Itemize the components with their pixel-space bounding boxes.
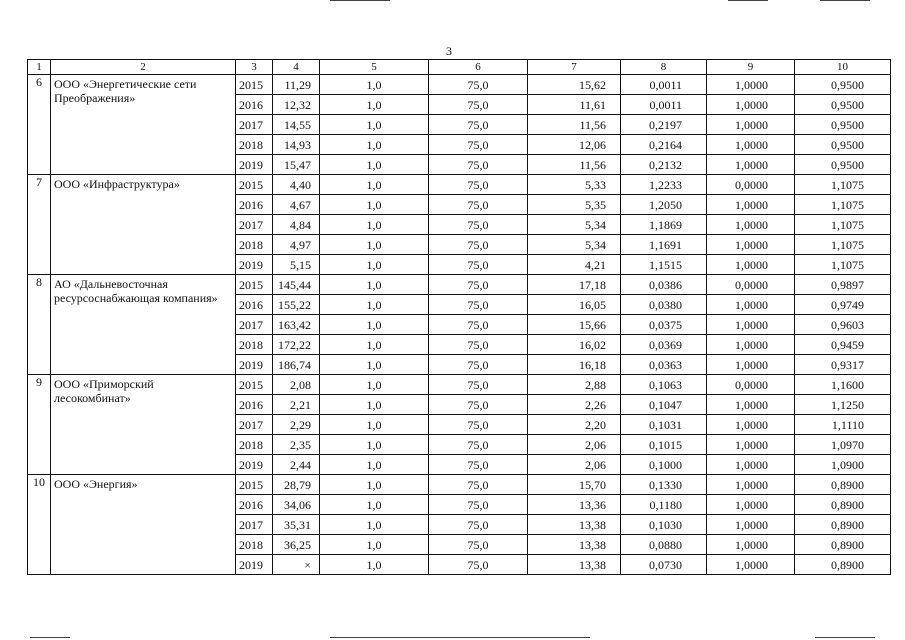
- value-cell-c8: 0,0011: [621, 75, 707, 95]
- year-cell: 2017: [236, 415, 273, 435]
- value-cell-c9: 1,0000: [707, 475, 795, 495]
- value-cell-c7: 2,26: [528, 395, 621, 415]
- value-cell-c7: 13,36: [528, 495, 621, 515]
- value-cell-c6: 75,0: [429, 295, 528, 315]
- value-cell-c4: 2,21: [273, 395, 320, 415]
- value-cell-c4: 186,74: [273, 355, 320, 375]
- value-cell-c5: 1,0: [320, 75, 429, 95]
- org-number: 6: [28, 75, 51, 175]
- value-cell-c9: 1,0000: [707, 315, 795, 335]
- value-cell-c8: 0,1180: [621, 495, 707, 515]
- value-cell-c4: 5,15: [273, 255, 320, 275]
- value-cell-c10: 0,9500: [795, 155, 891, 175]
- value-cell-c4: 11,29: [273, 75, 320, 95]
- value-cell-c6: 75,0: [429, 355, 528, 375]
- value-cell-c9: 1,0000: [707, 515, 795, 535]
- value-cell-c5: 1,0: [320, 195, 429, 215]
- value-cell-c8: 0,0380: [621, 295, 707, 315]
- year-cell: 2016: [236, 495, 273, 515]
- scan-artifact-bottom: [30, 637, 70, 638]
- value-cell-c5: 1,0: [320, 315, 429, 335]
- value-cell-c9: 1,0000: [707, 195, 795, 215]
- year-cell: 2018: [236, 435, 273, 455]
- value-cell-c8: 0,2132: [621, 155, 707, 175]
- value-cell-c9: 1,0000: [707, 535, 795, 555]
- value-cell-c10: 0,9459: [795, 335, 891, 355]
- org-name: ООО «Инфраструктура»: [51, 175, 236, 275]
- value-cell-c8: 1,1515: [621, 255, 707, 275]
- value-cell-c4: 163,42: [273, 315, 320, 335]
- value-cell-c7: 12,06: [528, 135, 621, 155]
- value-cell-c8: 0,0880: [621, 535, 707, 555]
- value-cell-c10: 1,1600: [795, 375, 891, 395]
- value-cell-c5: 1,0: [320, 475, 429, 495]
- value-cell-c8: 0,0386: [621, 275, 707, 295]
- value-cell-c8: 0,1330: [621, 475, 707, 495]
- value-cell-c7: 2,06: [528, 435, 621, 455]
- year-cell: 2015: [236, 275, 273, 295]
- value-cell-c4: ×: [273, 555, 320, 575]
- value-cell-c9: 1,0000: [707, 155, 795, 175]
- value-cell-c7: 13,38: [528, 555, 621, 575]
- value-cell-c8: 0,1047: [621, 395, 707, 415]
- value-cell-c8: 1,2050: [621, 195, 707, 215]
- year-cell: 2019: [236, 155, 273, 175]
- value-cell-c7: 16,05: [528, 295, 621, 315]
- table-row: [28, 75, 891, 95]
- year-cell: 2018: [236, 535, 273, 555]
- column-header: 3: [236, 60, 273, 75]
- year-cell: 2017: [236, 315, 273, 335]
- year-cell: 2015: [236, 475, 273, 495]
- value-cell-c5: 1,0: [320, 255, 429, 275]
- value-cell-c7: 2,20: [528, 415, 621, 435]
- value-cell-c5: 1,0: [320, 155, 429, 175]
- table-row: [28, 175, 891, 195]
- value-cell-c4: 2,44: [273, 455, 320, 475]
- value-cell-c5: 1,0: [320, 455, 429, 475]
- value-cell-c6: 75,0: [429, 475, 528, 495]
- column-header: 7: [528, 60, 621, 75]
- value-cell-c4: 14,55: [273, 115, 320, 135]
- value-cell-c6: 75,0: [429, 135, 528, 155]
- value-cell-c6: 75,0: [429, 335, 528, 355]
- value-cell-c9: 1,0000: [707, 415, 795, 435]
- value-cell-c5: 1,0: [320, 175, 429, 195]
- value-cell-c6: 75,0: [429, 315, 528, 335]
- value-cell-c5: 1,0: [320, 115, 429, 135]
- value-cell-c6: 75,0: [429, 415, 528, 435]
- value-cell-c6: 75,0: [429, 155, 528, 175]
- value-cell-c6: 75,0: [429, 235, 528, 255]
- org-name: АО «Дальневосточная ресурсоснабжающая компания»: [51, 275, 236, 375]
- value-cell-c8: 0,2197: [621, 115, 707, 135]
- value-cell-c9: 0,0000: [707, 375, 795, 395]
- table-body: [28, 60, 891, 575]
- value-cell-c9: 1,0000: [707, 95, 795, 115]
- value-cell-c10: 0,9897: [795, 275, 891, 295]
- org-number: 7: [28, 175, 51, 275]
- value-cell-c10: 0,9500: [795, 115, 891, 135]
- value-cell-c6: 75,0: [429, 255, 528, 275]
- value-cell-c4: 2,29: [273, 415, 320, 435]
- value-cell-c6: 75,0: [429, 435, 528, 455]
- page-number: 3: [446, 44, 452, 58]
- value-cell-c10: 1,1075: [795, 255, 891, 275]
- scan-artifact-bottom: [330, 637, 590, 638]
- data-table: [27, 59, 891, 575]
- value-cell-c5: 1,0: [320, 215, 429, 235]
- org-name: ООО «Приморский лесокомбинат»: [51, 375, 236, 475]
- value-cell-c5: 1,0: [320, 375, 429, 395]
- year-cell: 2015: [236, 175, 273, 195]
- value-cell-c4: 2,35: [273, 435, 320, 455]
- org-name: ООО «Энергетические сети Преображения»: [51, 75, 236, 175]
- value-cell-c7: 15,62: [528, 75, 621, 95]
- value-cell-c4: 36,25: [273, 535, 320, 555]
- value-cell-c8: 0,0375: [621, 315, 707, 335]
- value-cell-c10: 1,0900: [795, 455, 891, 475]
- column-header: 4: [273, 60, 320, 75]
- year-cell: 2017: [236, 515, 273, 535]
- value-cell-c7: 11,56: [528, 155, 621, 175]
- value-cell-c8: 0,1000: [621, 455, 707, 475]
- year-cell: 2015: [236, 75, 273, 95]
- value-cell-c9: 1,0000: [707, 75, 795, 95]
- value-cell-c9: 1,0000: [707, 435, 795, 455]
- value-cell-c8: 0,1063: [621, 375, 707, 395]
- value-cell-c10: 0,9603: [795, 315, 891, 335]
- value-cell-c10: 1,1110: [795, 415, 891, 435]
- year-cell: 2018: [236, 335, 273, 355]
- column-header: 10: [795, 60, 891, 75]
- value-cell-c10: 1,1075: [795, 215, 891, 235]
- value-cell-c4: 4,97: [273, 235, 320, 255]
- value-cell-c4: 35,31: [273, 515, 320, 535]
- value-cell-c9: 1,0000: [707, 555, 795, 575]
- year-cell: 2019: [236, 255, 273, 275]
- table-row: [28, 275, 891, 295]
- scan-artifact-bottom: [815, 637, 875, 638]
- value-cell-c5: 1,0: [320, 555, 429, 575]
- value-cell-c7: 2,06: [528, 455, 621, 475]
- year-cell: 2019: [236, 555, 273, 575]
- value-cell-c5: 1,0: [320, 235, 429, 255]
- value-cell-c7: 11,56: [528, 115, 621, 135]
- header-row: [28, 60, 891, 75]
- value-cell-c8: 0,1015: [621, 435, 707, 455]
- value-cell-c8: 1,1691: [621, 235, 707, 255]
- value-cell-c4: 34,06: [273, 495, 320, 515]
- value-cell-c6: 75,0: [429, 215, 528, 235]
- column-header: 1: [28, 60, 51, 75]
- value-cell-c4: 155,22: [273, 295, 320, 315]
- value-cell-c5: 1,0: [320, 435, 429, 455]
- value-cell-c6: 75,0: [429, 555, 528, 575]
- value-cell-c7: 5,35: [528, 195, 621, 215]
- value-cell-c10: 1,1075: [795, 175, 891, 195]
- value-cell-c5: 1,0: [320, 275, 429, 295]
- value-cell-c8: 0,1030: [621, 515, 707, 535]
- value-cell-c6: 75,0: [429, 195, 528, 215]
- value-cell-c5: 1,0: [320, 335, 429, 355]
- org-number: 9: [28, 375, 51, 475]
- value-cell-c8: 0,0369: [621, 335, 707, 355]
- value-cell-c5: 1,0: [320, 535, 429, 555]
- value-cell-c5: 1,0: [320, 395, 429, 415]
- value-cell-c10: 0,9500: [795, 75, 891, 95]
- value-cell-c4: 172,22: [273, 335, 320, 355]
- value-cell-c6: 75,0: [429, 395, 528, 415]
- value-cell-c9: 1,0000: [707, 255, 795, 275]
- column-header: 5: [320, 60, 429, 75]
- value-cell-c8: 1,1869: [621, 215, 707, 235]
- value-cell-c8: 0,1031: [621, 415, 707, 435]
- scan-artifact-top: [330, 0, 390, 1]
- year-cell: 2016: [236, 195, 273, 215]
- value-cell-c6: 75,0: [429, 115, 528, 135]
- year-cell: 2018: [236, 235, 273, 255]
- value-cell-c7: 17,18: [528, 275, 621, 295]
- value-cell-c4: 28,79: [273, 475, 320, 495]
- org-number: 10: [28, 475, 51, 575]
- value-cell-c5: 1,0: [320, 95, 429, 115]
- value-cell-c7: 16,02: [528, 335, 621, 355]
- org-number: 8: [28, 275, 51, 375]
- year-cell: 2017: [236, 215, 273, 235]
- column-header: 2: [51, 60, 236, 75]
- value-cell-c5: 1,0: [320, 135, 429, 155]
- value-cell-c6: 75,0: [429, 175, 528, 195]
- value-cell-c7: 15,66: [528, 315, 621, 335]
- value-cell-c10: 1,1250: [795, 395, 891, 415]
- value-cell-c4: 14,93: [273, 135, 320, 155]
- value-cell-c4: 4,84: [273, 215, 320, 235]
- value-cell-c10: 0,9500: [795, 135, 891, 155]
- value-cell-c8: 0,2164: [621, 135, 707, 155]
- table-row: [28, 475, 891, 495]
- value-cell-c4: 15,47: [273, 155, 320, 175]
- value-cell-c7: 5,33: [528, 175, 621, 195]
- value-cell-c6: 75,0: [429, 495, 528, 515]
- value-cell-c7: 11,61: [528, 95, 621, 115]
- value-cell-c7: 16,18: [528, 355, 621, 375]
- year-cell: 2016: [236, 295, 273, 315]
- value-cell-c8: 0,0363: [621, 355, 707, 375]
- value-cell-c7: 13,38: [528, 535, 621, 555]
- value-cell-c7: 4,21: [528, 255, 621, 275]
- value-cell-c10: 1,1075: [795, 235, 891, 255]
- value-cell-c6: 75,0: [429, 455, 528, 475]
- value-cell-c4: 4,67: [273, 195, 320, 215]
- year-cell: 2017: [236, 115, 273, 135]
- value-cell-c9: 1,0000: [707, 355, 795, 375]
- scan-artifact-top: [820, 0, 870, 1]
- year-cell: 2016: [236, 395, 273, 415]
- value-cell-c10: 1,1075: [795, 195, 891, 215]
- value-cell-c10: 0,9500: [795, 95, 891, 115]
- value-cell-c4: 12,32: [273, 95, 320, 115]
- value-cell-c8: 0,0011: [621, 95, 707, 115]
- value-cell-c7: 5,34: [528, 235, 621, 255]
- value-cell-c6: 75,0: [429, 95, 528, 115]
- value-cell-c9: 0,0000: [707, 175, 795, 195]
- value-cell-c5: 1,0: [320, 415, 429, 435]
- value-cell-c4: 2,08: [273, 375, 320, 395]
- value-cell-c10: 0,9749: [795, 295, 891, 315]
- value-cell-c9: 1,0000: [707, 235, 795, 255]
- value-cell-c9: 1,0000: [707, 135, 795, 155]
- value-cell-c4: 145,44: [273, 275, 320, 295]
- value-cell-c10: 1,0970: [795, 435, 891, 455]
- value-cell-c10: 0,8900: [795, 495, 891, 515]
- value-cell-c10: 0,8900: [795, 475, 891, 495]
- column-header: 9: [707, 60, 795, 75]
- column-header: 6: [429, 60, 528, 75]
- value-cell-c5: 1,0: [320, 295, 429, 315]
- table-row: [28, 375, 891, 395]
- year-cell: 2015: [236, 375, 273, 395]
- value-cell-c6: 75,0: [429, 515, 528, 535]
- value-cell-c9: 1,0000: [707, 395, 795, 415]
- value-cell-c7: 5,34: [528, 215, 621, 235]
- scan-artifact-top: [728, 0, 768, 1]
- value-cell-c8: 1,2233: [621, 175, 707, 195]
- value-cell-c7: 15,70: [528, 475, 621, 495]
- value-cell-c5: 1,0: [320, 495, 429, 515]
- value-cell-c4: 4,40: [273, 175, 320, 195]
- year-cell: 2019: [236, 355, 273, 375]
- value-cell-c9: 1,0000: [707, 215, 795, 235]
- value-cell-c10: 0,8900: [795, 515, 891, 535]
- value-cell-c7: 2,88: [528, 375, 621, 395]
- value-cell-c6: 75,0: [429, 275, 528, 295]
- value-cell-c9: 1,0000: [707, 455, 795, 475]
- value-cell-c7: 13,38: [528, 515, 621, 535]
- value-cell-c9: 1,0000: [707, 295, 795, 315]
- year-cell: 2018: [236, 135, 273, 155]
- value-cell-c9: 0,0000: [707, 275, 795, 295]
- value-cell-c9: 1,0000: [707, 115, 795, 135]
- value-cell-c9: 1,0000: [707, 335, 795, 355]
- value-cell-c8: 0,0730: [621, 555, 707, 575]
- value-cell-c10: 0,8900: [795, 555, 891, 575]
- year-cell: 2016: [236, 95, 273, 115]
- year-cell: 2019: [236, 455, 273, 475]
- value-cell-c6: 75,0: [429, 75, 528, 95]
- column-header: 8: [621, 60, 707, 75]
- value-cell-c10: 0,9317: [795, 355, 891, 375]
- value-cell-c9: 1,0000: [707, 495, 795, 515]
- value-cell-c6: 75,0: [429, 375, 528, 395]
- value-cell-c5: 1,0: [320, 515, 429, 535]
- value-cell-c5: 1,0: [320, 355, 429, 375]
- value-cell-c10: 0,8900: [795, 535, 891, 555]
- org-name: ООО «Энергия»: [51, 475, 236, 575]
- value-cell-c6: 75,0: [429, 535, 528, 555]
